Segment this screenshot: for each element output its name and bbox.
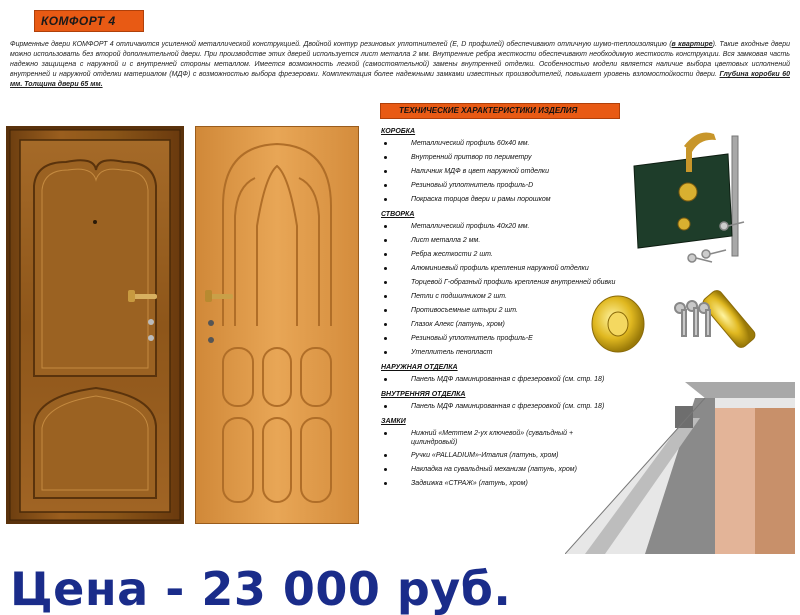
list-item: Металлический профиль 60х40 мм. — [381, 139, 621, 149]
section-title: ВНУТРЕННЯЯ ОТДЕЛКА — [381, 391, 466, 398]
intro-part-1: Фирменные двери КОМФОРТ 4 отличаются усиленной металлической конструкцией. Двойной контур резиновых уплотнителей (E, D профилей) обеспечивают отличную шумо-теплоизоляцию ( — [10, 41, 672, 48]
door-light-image — [195, 126, 359, 524]
list-item: Наличник МДФ в цвет наружной отделки — [381, 167, 621, 177]
list-item: Противосъемные штыри 2 шт. — [381, 306, 621, 316]
list-item: Торцевой Г-образный профиль крепления внутренней обивки — [381, 278, 621, 288]
list-item: Внутренний притвор по периметру — [381, 153, 621, 163]
list-item: Панель МДФ ламинированная с фрезеровкой (см. стр. 18) — [381, 375, 621, 385]
door-profile-image — [565, 368, 795, 554]
product-title: КОМФОРТ 4 — [41, 14, 116, 28]
list-item: Покраска торцов двери и рамы порошком — [381, 195, 621, 205]
price-label: Цена - 23 000 руб. — [10, 562, 512, 615]
list-item: Лист металла 2 мм. — [381, 236, 621, 246]
section-title: СТВОРКА — [381, 211, 415, 218]
knob-cylinder-image — [588, 280, 788, 365]
list-item: Глазок Алекс (латунь, хром) — [381, 320, 621, 330]
list-item: Нижний «Меттем 2-ух ключевой» (сувальдный + цилиндровый) — [381, 429, 621, 447]
list-item: Панель МДФ ламинированная с фрезеровкой (см. стр. 18) — [381, 402, 621, 412]
intro-link[interactable]: в квартире — [671, 41, 713, 48]
list-item: Резиновый уплотнитель профиль-D — [381, 181, 621, 191]
section-title: КОРОБКА — [381, 128, 416, 135]
lock-mechanism-image — [628, 126, 748, 271]
section-box — [381, 126, 621, 205]
section-title: ЗАМКИ — [381, 418, 406, 425]
section-leaf — [381, 209, 621, 358]
spec-header: ТЕХНИЧЕСКИЕ ХАРАКТЕРИСТИКИ ИЗДЕЛИЯ — [399, 106, 578, 115]
list-item: Задвижка «СТРАЖ» (латунь, хром) — [381, 479, 621, 489]
list-item: Петли с подшипником 2 шт. — [381, 292, 621, 302]
list-item: Накладка на сувальдный механизм (латунь, хром) — [381, 465, 621, 475]
intro-text — [10, 40, 790, 90]
list-item: Ручки «PALLADIUM»-Италия (латунь, хром) — [381, 451, 621, 461]
section-title: НАРУЖНАЯ ОТДЕЛКА — [381, 364, 458, 371]
list-item: Утеплитель пенопласт — [381, 348, 621, 358]
door-dark-image — [6, 126, 184, 524]
spec-banner — [380, 103, 620, 119]
intro-bold: Глубина коробки 60 мм. Толщина двери 65 мм. — [10, 71, 790, 88]
list-item: Металлический профиль 40х20 мм. — [381, 222, 621, 232]
title-banner — [34, 10, 144, 32]
intro-part-2: ). Такие входные двери можно использовать без второй дополнительной двери. При производстве этих дверей используется лист металла 2 мм. Внутренние ребра жесткости обеспечивают необходимую жесткость конструкции. Вся замковая часть надежно защищена с наружной и с внутренней стороны металлом. Имеется возможность легкой (самостоятельной) замены внутренней отделки. Особенностью модели является наличие выбора цветовых исполнений внутренней и наружной отделки материалом (МДФ) с возможностью выбора фрезеровки. Комплектация более надежными замками известных производителей, повышает уровень взломостойкости двери. — [10, 41, 791, 78]
list-item: Алюминиевый профиль крепления наружной отделки — [381, 264, 621, 274]
list-item: Резиновый уплотнитель профиль-E — [381, 334, 621, 344]
list-item: Ребра жесткости 2 шт. — [381, 250, 621, 260]
